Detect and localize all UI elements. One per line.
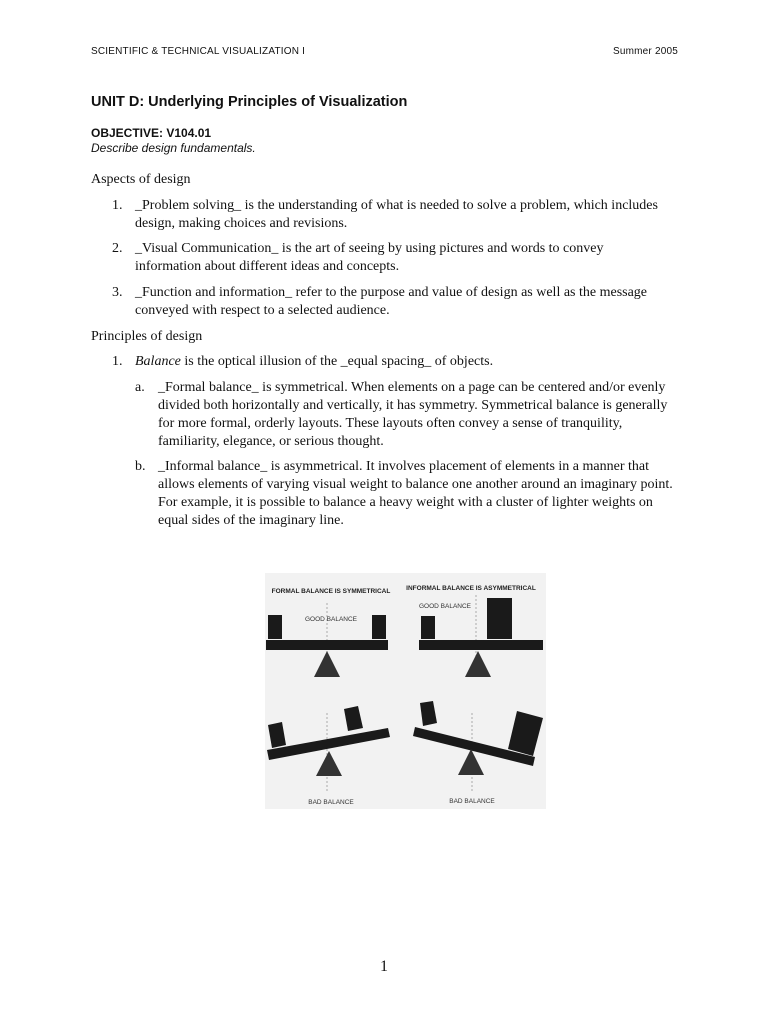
good-balance-label: GOOD BALANCE [304, 616, 358, 623]
term-definition: is the optical illusion of the _equal spacing_ of objects. [180, 354, 494, 369]
formal-good-balance-scale [266, 603, 388, 677]
list-number: 1. [112, 354, 123, 369]
page-number: 1 [380, 958, 388, 975]
header-term: Summer 2005 [612, 46, 678, 57]
list-item-text: _Problem solving_ is the understanding of what is needed to solve a problem, which includes design, making choices and revisions. [135, 198, 658, 231]
objective-label: OBJECTIVE: V104.01 [91, 126, 212, 140]
principles-heading: Principles of design [91, 329, 203, 344]
list-number: 2. [112, 241, 123, 256]
formal-balance-title: FORMAL BALANCE IS SYMMETRICAL [271, 588, 391, 595]
header-course: SCIENTIFIC & TECHNICAL VISUALIZATION I [91, 46, 306, 57]
bad-balance-label: BAD BALANCE [308, 799, 354, 806]
list-letter: b. [135, 459, 146, 474]
balance-illustration [265, 573, 546, 809]
informal-bad-balance-scale [413, 701, 543, 805]
good-balance-label: GOOD BALANCE [418, 603, 472, 610]
list-item-text: _Informal balance_ is asymmetrical. It involves placement of elements in a manner that allows elements of varying visual weight to balance one another around an imaginary point. For example, it is possible to balance a heavy weight with a cluster of lighter weights on equal sides of the imaginary line. [158, 459, 673, 528]
objective-description: Describe design fundamentals. [91, 141, 256, 155]
principles-item-1 [112, 353, 672, 371]
aspects-item-1 [112, 197, 672, 233]
unit-title: UNIT D: Underlying Principles of Visualization [91, 94, 408, 110]
list-number: 3. [112, 285, 123, 300]
principles-subitem-a [135, 379, 683, 451]
aspects-item-3 [112, 284, 672, 320]
informal-good-balance-scale [419, 595, 543, 677]
list-letter: a. [135, 380, 145, 395]
formal-bad-balance-scale [267, 706, 390, 806]
informal-balance-title: INFORMAL BALANCE IS ASYMMETRICAL [406, 585, 536, 592]
list-number: 1. [112, 198, 123, 213]
list-item-text: _Visual Communication_ is the art of seeing by using pictures and words to convey information about different ideas and concepts. [135, 241, 604, 274]
list-item-text [135, 353, 672, 371]
principles-subitem-b [135, 458, 683, 530]
term-balance: Balance [135, 354, 181, 369]
bad-balance-label: BAD BALANCE [449, 798, 495, 805]
list-item-text: _Formal balance_ is symmetrical. When elements on a page can be centered and/or evenly divided both horizontally and vertically, it has symmetry. Symmetrical balance is generally for more formal, orderly layouts. These layouts often convey a sense of tranquility, familiarity, elegance, or serious thought. [158, 380, 668, 449]
aspects-heading: Aspects of design [91, 172, 191, 187]
aspects-item-2 [112, 240, 672, 276]
list-item-text: _Function and information_ refer to the purpose and value of design as well as the message conveyed with respect to a selected audience. [135, 285, 648, 318]
